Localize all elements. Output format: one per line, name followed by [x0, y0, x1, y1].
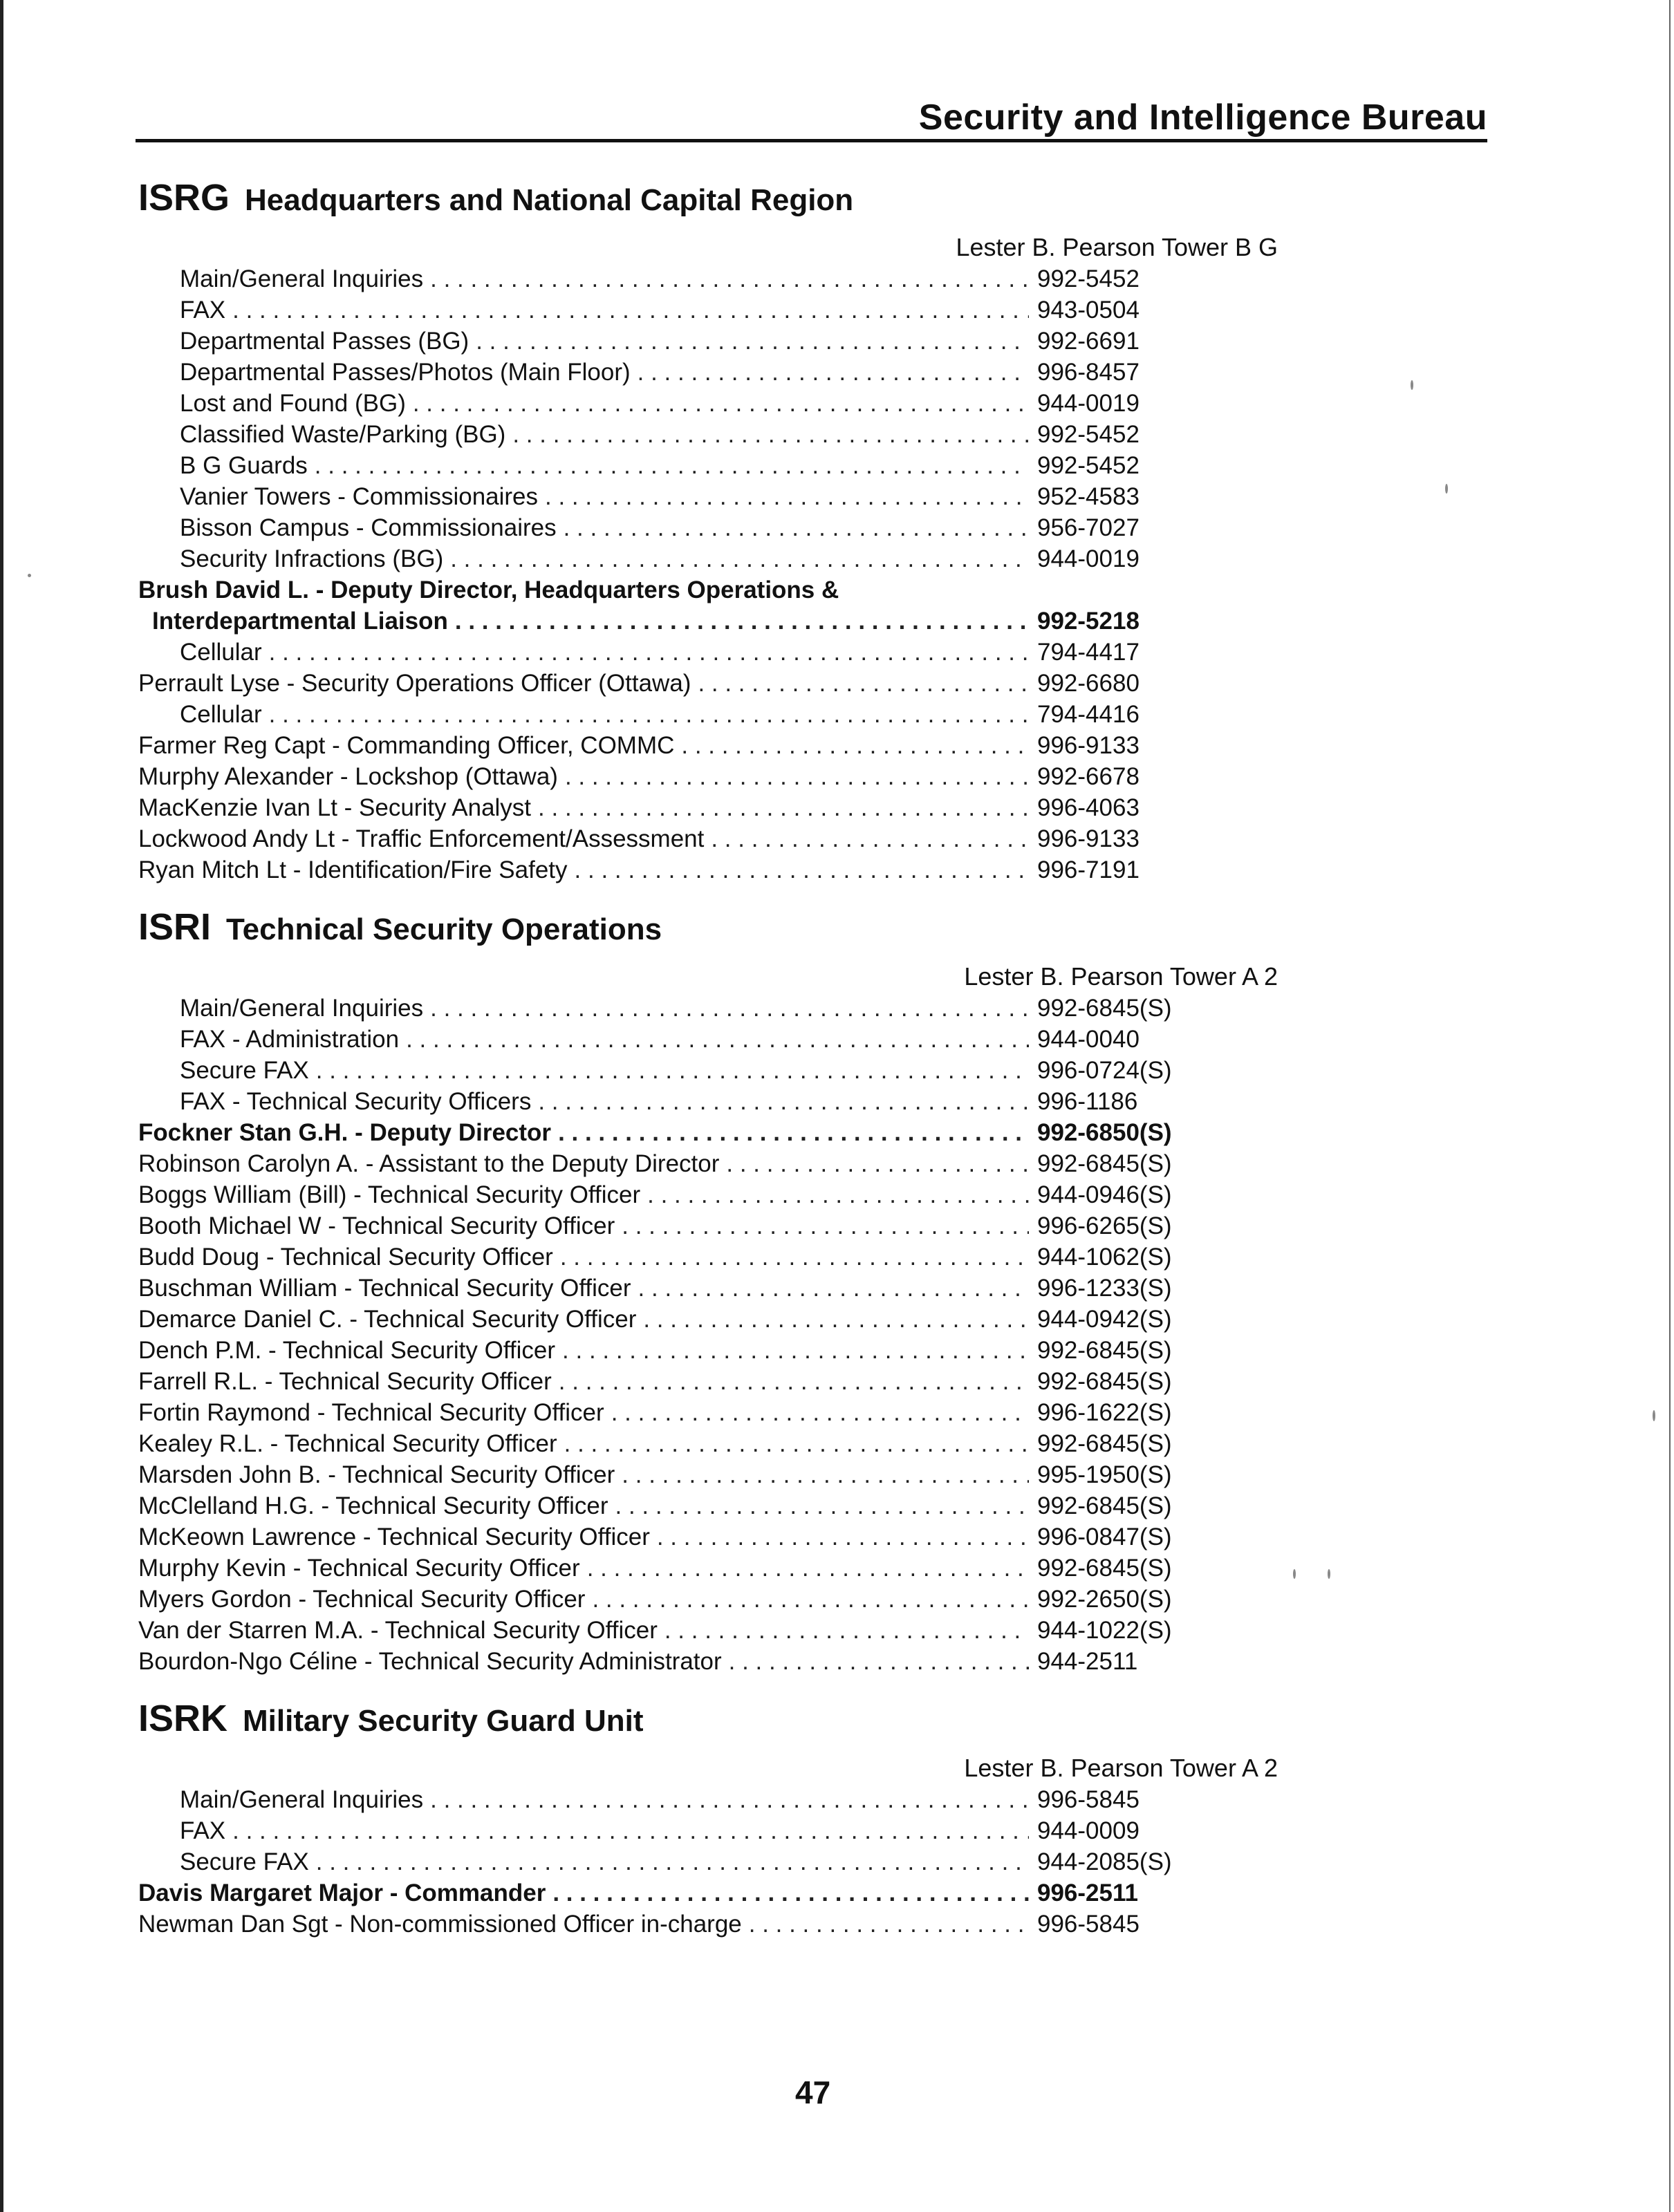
entry-name: Marsden John B. - Technical Security Officer	[138, 1461, 615, 1488]
dot-leader	[638, 357, 1029, 388]
entry-phone: 992-6850(S)	[1037, 1119, 1172, 1146]
entry-phone: 992-6678	[1037, 763, 1140, 790]
section-heading	[138, 1697, 1286, 1752]
entry-name: Farmer Reg Capt - Commanding Officer, COMMC	[138, 732, 675, 759]
entry-phone: 996-5845	[1037, 1911, 1140, 1938]
dot-leader	[450, 543, 1029, 574]
entry-name: FAX	[180, 1817, 226, 1844]
entry-phone: 996-8457	[1037, 359, 1140, 386]
entry-name: Main/General Inquiries	[180, 995, 424, 1022]
entry-name: Main/General Inquiries	[180, 265, 424, 292]
entry-name: Booth Michael W - Technical Security Officer	[138, 1212, 615, 1239]
entry-phone: 944-0040	[1037, 1026, 1140, 1053]
directory-entry	[138, 1304, 1175, 1335]
dot-leader	[476, 326, 1029, 357]
entry-phone: 996-0847(S)	[1037, 1524, 1172, 1550]
entry-phone: 992-6845(S)	[1037, 1430, 1172, 1457]
entry-phone: 794-4416	[1037, 701, 1140, 728]
entry-name: FAX	[180, 297, 226, 324]
entry-phone: 944-2085(S)	[1037, 1848, 1172, 1875]
entry-name: Van der Starren M.A. - Technical Security Officer	[138, 1617, 658, 1644]
scan-speck	[1293, 1569, 1296, 1579]
dot-leader	[430, 993, 1029, 1024]
directory-entry	[138, 543, 1175, 574]
entry-name: Cellular	[180, 639, 262, 666]
dot-leader	[545, 481, 1029, 512]
entry-phone: 996-5845	[1037, 1786, 1140, 1813]
directory-entry	[138, 1459, 1175, 1490]
entry-phone: 992-6845(S)	[1037, 1555, 1172, 1582]
dot-leader	[638, 1273, 1029, 1304]
scan-speck	[1328, 1569, 1330, 1579]
directory-entry	[138, 606, 1175, 637]
dot-leader	[564, 512, 1029, 543]
directory-entry	[138, 699, 1175, 730]
dot-leader	[232, 1815, 1029, 1846]
entry-phone: 996-2511	[1037, 1880, 1138, 1906]
directory-entry	[138, 574, 1175, 606]
entry-phone: 992-6691	[1037, 328, 1140, 355]
directory-entry	[138, 1117, 1175, 1148]
entry-phone: 996-1233(S)	[1037, 1275, 1172, 1302]
page-edge-left	[0, 0, 3, 2212]
directory-entry	[138, 730, 1175, 761]
entry-name: Fockner Stan G.H. - Deputy Director	[138, 1119, 552, 1146]
entry-name: Departmental Passes (BG)	[180, 328, 469, 355]
directory-entry	[138, 823, 1175, 854]
dot-leader	[657, 1521, 1029, 1553]
section-title: Headquarters and National Capital Region	[245, 183, 854, 217]
section-isrk	[138, 1697, 1286, 1940]
entry-name: FAX - Administration	[180, 1026, 400, 1053]
entry-phone: 992-2650(S)	[1037, 1586, 1172, 1613]
directory-entry	[138, 1148, 1175, 1179]
directory-entry	[138, 1521, 1175, 1553]
entry-phone: 996-0724(S)	[1037, 1057, 1172, 1084]
entry-name: Dench P.M. - Technical Security Officer	[138, 1337, 556, 1364]
directory-entry	[138, 1335, 1175, 1366]
dot-leader	[413, 388, 1029, 419]
entry-phone: 944-0019	[1037, 545, 1140, 572]
entry-phone: 995-1950(S)	[1037, 1461, 1172, 1488]
entry-phone: 992-5218	[1037, 608, 1140, 635]
scan-speck	[1411, 380, 1413, 390]
section-isrg	[138, 176, 1286, 885]
directory-entry	[138, 1179, 1175, 1210]
entry-name: B G Guards	[180, 452, 308, 479]
section-isri	[138, 906, 1286, 1677]
dot-leader	[711, 823, 1029, 854]
dot-leader	[647, 1179, 1029, 1210]
dot-leader	[615, 1490, 1030, 1521]
directory-entry	[138, 1846, 1175, 1877]
directory-entry	[138, 1241, 1175, 1273]
section-heading	[138, 906, 1286, 961]
dot-leader	[592, 1584, 1029, 1615]
entry-name: Kealey R.L. - Technical Security Officer	[138, 1430, 557, 1457]
entry-phone: 956-7027	[1037, 514, 1140, 541]
entry-phone: 992-5452	[1037, 265, 1140, 292]
bureau-title: Security and Intelligence Bureau	[918, 97, 1487, 138]
dot-leader	[562, 1335, 1029, 1366]
directory-entry	[138, 993, 1175, 1024]
entry-phone: 944-0019	[1037, 390, 1140, 417]
scan-speck	[28, 574, 31, 577]
dot-leader	[622, 1459, 1029, 1490]
entry-phone: 992-6845(S)	[1037, 1368, 1172, 1395]
entry-phone: 996-6265(S)	[1037, 1212, 1172, 1239]
entry-phone: 944-0942(S)	[1037, 1306, 1172, 1333]
entry-phone: 943-0504	[1037, 297, 1140, 324]
entry-name: FAX - Technical Security Officers	[180, 1088, 532, 1115]
dot-leader	[316, 1055, 1029, 1086]
dot-leader	[430, 1784, 1029, 1815]
section-location: Lester B. Pearson Tower B G	[956, 233, 1278, 261]
dot-leader	[681, 730, 1029, 761]
entry-phone: 944-1022(S)	[1037, 1617, 1172, 1644]
entry-name: Perrault Lyse - Security Operations Officer (Ottawa)	[138, 670, 691, 697]
entry-name: Departmental Passes/Photos (Main Floor)	[180, 359, 631, 386]
directory-entry	[138, 1490, 1175, 1521]
dot-leader	[564, 1428, 1029, 1459]
dot-leader	[698, 668, 1029, 699]
directory-entry	[138, 294, 1175, 326]
directory-entry	[138, 792, 1175, 823]
dot-leader	[455, 606, 1029, 637]
entry-name: Farrell R.L. - Technical Security Officer	[138, 1368, 552, 1395]
section-code: ISRG	[138, 177, 230, 218]
directory-entry	[138, 357, 1175, 388]
directory-list	[138, 263, 1286, 885]
dot-leader	[622, 1210, 1029, 1241]
section-location: Lester B. Pearson Tower A 2	[964, 1754, 1278, 1782]
entry-name: Murphy Kevin - Technical Security Officer	[138, 1555, 580, 1582]
directory-entry	[138, 1584, 1175, 1615]
directory-entry	[138, 1024, 1175, 1055]
dot-leader	[726, 1148, 1029, 1179]
directory-entry	[138, 1784, 1175, 1815]
entry-name: Demarce Daniel C. - Technical Security Officer	[138, 1306, 637, 1333]
entry-name: Cellular	[180, 701, 262, 728]
section-code: ISRK	[138, 1698, 228, 1739]
directory-entry	[138, 481, 1175, 512]
entry-phone: 992-6680	[1037, 670, 1140, 697]
section-title: Technical Security Operations	[226, 912, 662, 946]
entry-name: Boggs William (Bill) - Technical Security Officer	[138, 1181, 641, 1208]
directory-entry	[138, 263, 1175, 294]
directory-entry	[138, 419, 1175, 450]
directory-entry	[138, 1055, 1175, 1086]
entry-phone: 996-1186	[1037, 1088, 1138, 1115]
directory-entry	[138, 1273, 1175, 1304]
dot-leader	[559, 1366, 1029, 1397]
entry-name: Ryan Mitch Lt - Identification/Fire Safety	[138, 856, 568, 883]
dot-leader	[269, 637, 1029, 668]
scan-speck	[1445, 484, 1448, 494]
page-edge-right	[1669, 0, 1671, 2212]
entry-name: Buschman William - Technical Security Officer	[138, 1275, 631, 1302]
entry-phone: 996-9133	[1037, 732, 1140, 759]
entry-name: Bourdon-Ngo Céline - Technical Security Administrator	[138, 1648, 722, 1675]
directory-entry	[138, 450, 1175, 481]
entry-name: Vanier Towers - Commissionaires	[180, 483, 539, 510]
dot-leader	[587, 1553, 1029, 1584]
directory-entry	[138, 512, 1175, 543]
entry-name: Bisson Campus - Commissionaires	[180, 514, 557, 541]
directory-entry	[138, 388, 1175, 419]
entry-name: Davis Margaret Major - Commander	[138, 1880, 546, 1906]
entry-name: Fortin Raymond - Technical Security Officer	[138, 1399, 604, 1426]
entry-name: Secure FAX	[180, 1057, 309, 1084]
entry-name: Brush David L. - Deputy Director, Headquarters Operations &	[138, 577, 839, 603]
entry-phone: 992-5452	[1037, 421, 1140, 448]
entry-name: Lockwood Andy Lt - Traffic Enforcement/Assessment	[138, 825, 705, 852]
header-rule	[136, 139, 1487, 142]
dot-leader	[643, 1304, 1029, 1335]
entry-name: Secure FAX	[180, 1848, 309, 1875]
directory-entry	[138, 1815, 1175, 1846]
section-title: Military Security Guard Unit	[243, 1704, 644, 1738]
entry-phone: 992-6845(S)	[1037, 1492, 1172, 1519]
entry-name: Myers Gordon - Technical Security Officer	[138, 1586, 586, 1613]
entry-phone: 944-1062(S)	[1037, 1244, 1172, 1271]
dot-leader	[560, 1241, 1029, 1273]
entry-phone: 992-6845(S)	[1037, 995, 1172, 1022]
directory-entry	[138, 1397, 1175, 1428]
directory-entry	[138, 668, 1175, 699]
directory-entry	[138, 1086, 1175, 1117]
dot-leader	[430, 263, 1029, 294]
dot-leader	[552, 1877, 1029, 1909]
dot-leader	[406, 1024, 1029, 1055]
page-number: 47	[795, 2074, 831, 2110]
entry-name: Murphy Alexander - Lockshop (Ottawa)	[138, 763, 558, 790]
entry-name: Interdepartmental Liaison	[152, 608, 448, 635]
dot-leader	[315, 450, 1029, 481]
dot-leader	[316, 1846, 1029, 1877]
dot-leader	[558, 1117, 1029, 1148]
dot-leader	[611, 1397, 1029, 1428]
dot-leader	[749, 1909, 1029, 1940]
dot-leader	[538, 1086, 1029, 1117]
entry-name: Budd Doug - Technical Security Officer	[138, 1244, 553, 1271]
entry-phone: 992-6845(S)	[1037, 1337, 1172, 1364]
directory-list	[138, 993, 1286, 1677]
dot-leader	[232, 294, 1029, 326]
directory-entry	[138, 637, 1175, 668]
entry-phone: 944-0946(S)	[1037, 1181, 1172, 1208]
directory-list	[138, 1784, 1286, 1940]
entry-phone: 944-2511	[1037, 1648, 1138, 1675]
dot-leader	[565, 761, 1029, 792]
dot-leader	[729, 1646, 1029, 1677]
entry-phone: 952-4583	[1037, 483, 1140, 510]
entry-phone: 996-9133	[1037, 825, 1140, 852]
dot-leader	[575, 854, 1029, 885]
entry-phone: 996-7191	[1037, 856, 1140, 883]
directory-entry	[138, 326, 1175, 357]
entry-phone: 996-1622(S)	[1037, 1399, 1172, 1426]
entry-phone: 944-0009	[1037, 1817, 1140, 1844]
entry-phone: 996-4063	[1037, 794, 1140, 821]
dot-leader	[269, 699, 1029, 730]
directory-entry	[138, 1877, 1175, 1909]
scan-speck	[1653, 1410, 1655, 1421]
directory-entry	[138, 854, 1175, 885]
entry-name: Lost and Found (BG)	[180, 390, 406, 417]
entry-name: Main/General Inquiries	[180, 1786, 424, 1813]
entry-name: Robinson Carolyn A. - Assistant to the Deputy Director	[138, 1150, 720, 1177]
directory-entry	[138, 1646, 1175, 1677]
entry-name: McKeown Lawrence - Technical Security Officer	[138, 1524, 650, 1550]
section-location: Lester B. Pearson Tower A 2	[964, 962, 1278, 991]
entry-phone: 992-6845(S)	[1037, 1150, 1172, 1177]
directory-entry	[138, 1615, 1175, 1646]
entry-name: McClelland H.G. - Technical Security Officer	[138, 1492, 608, 1519]
entry-name: MacKenzie Ivan Lt - Security Analyst	[138, 794, 532, 821]
directory-entry	[138, 1210, 1175, 1241]
section-heading	[138, 176, 1286, 232]
dot-leader	[664, 1615, 1029, 1646]
directory-entry	[138, 1366, 1175, 1397]
entry-name: Newman Dan Sgt - Non-commissioned Officer in-charge	[138, 1911, 742, 1938]
entry-phone: 794-4417	[1037, 639, 1140, 666]
entry-name: Classified Waste/Parking (BG)	[180, 421, 506, 448]
entry-phone: 992-5452	[1037, 452, 1140, 479]
dot-leader	[512, 419, 1029, 450]
section-code: ISRI	[138, 906, 212, 948]
directory-entry	[138, 761, 1175, 792]
dot-leader	[538, 792, 1029, 823]
directory-entry	[138, 1428, 1175, 1459]
entry-name: Security Infractions (BG)	[180, 545, 444, 572]
directory-entry	[138, 1553, 1175, 1584]
directory-entry	[138, 1909, 1175, 1940]
